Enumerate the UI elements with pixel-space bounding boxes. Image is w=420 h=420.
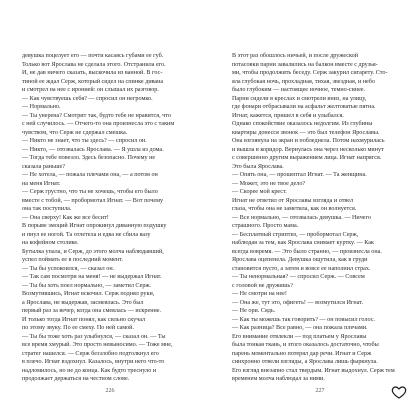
right-page-text	[232, 52, 408, 384]
right-page-line: глаза, чтобы она не заметила, как он волнуется.	[232, 206, 357, 212]
left-page-number: 226	[105, 388, 115, 394]
left-page-line: она так поступила.	[22, 206, 72, 212]
left-page-line: с ней случилось. — Отчего-то она произнесла это с таким	[22, 121, 175, 127]
right-page-line: всегда вовремя. — Это было странно, — произнесла она.	[232, 248, 382, 255]
left-page-line: — Так сам посмотри на меня! — не выдержал Игнат.	[22, 274, 162, 280]
left-page-line: первый раз за вечер, когда она смеялась — искренне.	[22, 308, 162, 314]
left-page-line: Только вот Ярослава не сделала этого. Отстранила его.	[22, 61, 166, 68]
right-page-line: Парни сидели в креслах и смотрели вниз, на улицу,	[232, 95, 367, 102]
left-page-line: Бутылка упала, и Серж, до этого молча наблюдавший,	[22, 248, 164, 255]
left-page-line: тиной ее ждал Серж, который сидел на спинке дивана	[22, 78, 164, 85]
left-page-line: стратег нашелся. — Серж беззлобно подтолкнул его	[22, 350, 159, 357]
left-page-line: чувством, что Серж не сдержал смешка.	[22, 129, 128, 136]
left-page-line: — Не хотела, — пожала плечами она, — а потом он	[22, 172, 158, 178]
right-page-line: где фонари отбрасывали на асфальт желтоватые пятна.	[232, 104, 376, 110]
left-page-line: — Никто, — отозвалась Ярослава. — Я ушла из дома.	[22, 146, 164, 153]
left-page-line: — Тогда тебе повезло. Здесь безопасно. Почему не	[22, 155, 156, 161]
left-page-line: все время хмурый. Это просто невыносимо. — Тоже мне,	[22, 342, 173, 348]
left-page-line: на кофейном столике.	[22, 240, 79, 246]
left-page-line: девушка поцелует его — почти касаясь губами ее губ.	[22, 53, 164, 59]
right-page-line: Его внимание отвлекли — под платьем у Ярославы	[232, 333, 367, 340]
right-page-line: наблюдая за тем, как Ярослава снимает куртку. — Как	[232, 240, 374, 246]
left-page-line: В порыве эмоций Игнат опрокинул диванную подушку	[22, 223, 167, 229]
left-page-line: — Никто не знает, что ты здесь? — спросил он.	[22, 138, 147, 144]
left-page-line: сказала раньше?	[22, 163, 65, 170]
right-page-line: — Бесплатный стриптиз, — пробормотал Серж,	[232, 231, 359, 238]
right-page-line: — Ты ненормальная? — спросил Серж. — Совсем	[232, 274, 365, 280]
right-page-line: — Как ты можешь так говорить? — он повысил голос.	[232, 316, 375, 323]
left-page-line: на меня Игнат.	[22, 180, 61, 187]
right-page-line: становится пусто, а затем и вовсе ее наполнил страх.	[232, 265, 371, 272]
left-page-line: и смотрел на нее с иронией: он слышал их разговор.	[22, 87, 159, 93]
left-page-line: — Ты бы хоть поел нормально, — заметил Серж.	[22, 282, 152, 289]
left-page-line: — Серж грустно, что ты не хочешь, чтобы его было	[22, 189, 158, 195]
right-page-line: — Опять она, — прошептал Игнат. — Та женщина.	[232, 172, 367, 178]
right-page-line: Игнат, кажется, пришел в себя и улыбался.	[232, 112, 344, 119]
right-page-line: — Не ори. Сядь.	[232, 308, 276, 314]
right-page-line: — Может, это не твое дело?	[232, 180, 306, 187]
right-page-line: ми, чтобы продолжить беседу. Серж закурил сигарету. Сто-	[232, 70, 388, 76]
right-page-line: временем молча наблюдал за ними.	[232, 376, 325, 382]
left-page-line: И только тогда Игнат понял, как сильно скучал	[22, 316, 146, 323]
right-page-line: В этот раз обошлось ничьей, и после дружеской	[232, 53, 358, 59]
right-page-line: было глубоким — настоящее ночное, темно-синее.	[232, 87, 366, 93]
left-page-text	[22, 52, 198, 384]
right-page-line: потасовки парни завалились на балкон вместе с друзья-	[232, 61, 378, 68]
right-page-line: квартиры донесся звонок — это был телефон Ярославы.	[232, 129, 380, 136]
left-page-line: а Ярослава, не выдержав, засмеялась. Это был	[22, 299, 144, 306]
right-page-line: Его взгляд внезапно стал твердым. Игнат выдохнул. Серж тем	[232, 367, 395, 374]
left-page-line: — Как чувствуешь себя? — спросил он негромко.	[22, 95, 153, 102]
right-page-line: Однако спокойствие оказалось недолгим. Из глубины	[232, 121, 373, 127]
heart-outline-icon[interactable]	[391, 384, 407, 400]
right-page-line: яла глубокая ночь, прохладная, тихая, звездная, и небо	[232, 78, 375, 85]
left-page-line: — Ты бы успокоился, — сказал он.	[22, 265, 115, 272]
left-page-line: Возмутившись, Игнат вскочил. Серж поднял руки,	[22, 291, 155, 297]
left-page-line: — Нормально.	[22, 104, 61, 110]
right-page-line: Она взглянула на экран и побледнела. Потом нахмурилась	[232, 138, 385, 144]
right-page-line: Игнат не ответил от Ярославы взгляда и отвел	[232, 197, 354, 204]
left-page-line: продолжает держаться на честном слове.	[22, 376, 130, 382]
right-page-line: Это была Ярослава.	[232, 163, 284, 170]
left-page-line: по этому звуку. По ее смеху. По ней самой.	[22, 325, 135, 331]
left-page-line: — Ты бы тоже хоть раз улыбнулся, — сказал он. — Ты	[22, 333, 166, 340]
right-page-line: Ярослава оцепенела. Девушка ощутила, как в груди	[232, 257, 368, 263]
right-page-line: страшного. Просто мама.	[232, 223, 299, 229]
left-page-line: успел поймать ее в последний момент.	[22, 257, 123, 263]
left-page-line: и пнул ее ногой. Та отлетела и едва не сбила вазу	[22, 231, 151, 238]
right-page-line: — Она же, тут это, офигеть! — возмутился Игнат.	[232, 299, 364, 306]
right-page-line: была тонкая ткань, и этого оказалось достаточно, чтобы	[232, 342, 379, 348]
right-page-line: парень моментально потерял дар речи. Игнат и Серж	[232, 350, 372, 357]
right-page-line: — Не смотри на нее!	[232, 291, 287, 297]
right-page-number: 227	[315, 388, 325, 394]
right-page-line: — Скорее мой крест.	[232, 189, 287, 195]
right-page-line: и вышла в коридор. Вернулась она через несколько минут	[232, 146, 384, 153]
left-page-line: И, не дав ничего сказать, выскочила из ванной. В гос-	[22, 70, 163, 76]
right-page-line: — Все нормально, — отозвалась девушка. — Ничего	[232, 214, 371, 221]
right-page-line: синхронно отвели взгляды, а Ярослава лишь фыркнула.	[232, 359, 378, 365]
right-page-line: с совершенно другим выражением лица. Игнат напрягся.	[232, 155, 382, 161]
left-page-line: — Она сверху! Как же все бесит!	[22, 214, 109, 221]
left-page-line: в плечо. Игнат вздохнул. Казалось, внутри него что-то	[22, 359, 165, 365]
right-page-line: с головой не дружишь?	[232, 282, 293, 289]
left-page-line: надломилось, но не до конца. Как будто треснуло и	[22, 367, 157, 374]
right-page-line: — Как разница? Все равно, — она пожала плечами.	[232, 325, 368, 331]
left-page-line: вместе с тобой, — пробормотал Игнат. — Вот почему	[22, 197, 164, 204]
left-page-line: — Ты уверена? Смотрит так, будто тебе не нравится, что	[22, 112, 171, 119]
